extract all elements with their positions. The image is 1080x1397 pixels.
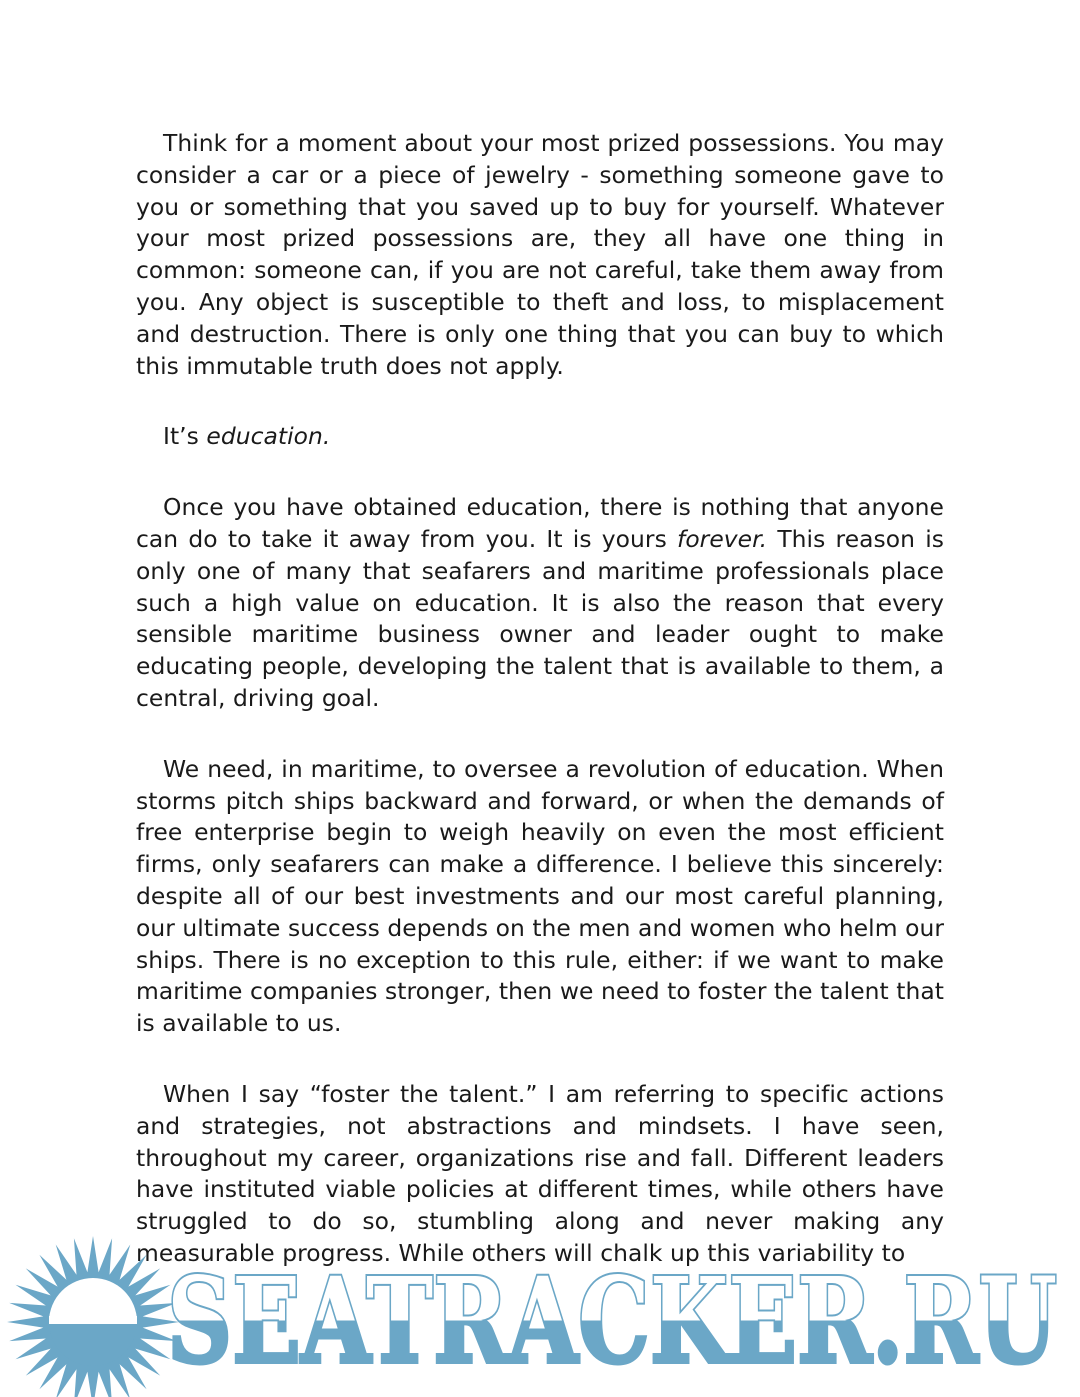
sun-icon [7,1236,179,1397]
emphasis-education: education. [206,422,331,451]
document-page [136,128,944,1309]
watermark-text: SEATRACKER.RU [167,1251,1057,1390]
emphasis-forever: forever. [677,524,768,553]
paragraph-revolution: We need, in maritime, to oversee a revolution of education. When storms pitch ships backward and forward, or when the demands of free enterprise begin to weigh heavily on even the most efficient firms, only seafarers can make a difference. I believe this sincerely: despite all of our best investments and our most careful planning, our ultimate success depends on the men and women who helm our ships. There is no exception to this rule, either: if we want to make maritime companies stronger, then we need to foster the talent that is available to us. [136,754,944,1038]
paragraph-possessions: Think for a moment about your most prized possessions. You may consider a car or a piece of jewelry - something someone gave to you or something that you saved up to buy for yourself. Whatever your most prized possessions are, they all have one thing in common: someone can, if you are not careful, take them away from you. Any object is susceptible to theft and loss, to misplacement and destruction. There is only one thing that you can buy to which this immutable truth does not apply. [136,129,944,380]
paragraph-forever-lead: Once you have obtained education, there is nothing that anyone can do to take it away from you. It is yours [136,493,944,553]
paragraph-education-lead: It’s [163,422,207,451]
paragraph-forever [136,492,944,715]
paragraph-foster-talent: When I say “foster the talent.” I am referring to specific actions and strategies, not abstractions and mindsets. I have seen, throughout my career, organizations rise and fall. Different leaders have instituted viable policies at different times, while others have struggled to do so, stumbling along and never making any measurable progress. While others will chalk up this variability to [136,1079,944,1267]
paragraph-education [136,421,944,453]
paragraph-forever-tail: This reason is only one of many that seafarers and maritime professionals place such a high value on education. It is also the reason that every sensible maritime business owner and leader ought to make educating people, developing the talent that is available to them, a central, driving goal. [136,524,945,712]
watermark [0,1232,1080,1397]
